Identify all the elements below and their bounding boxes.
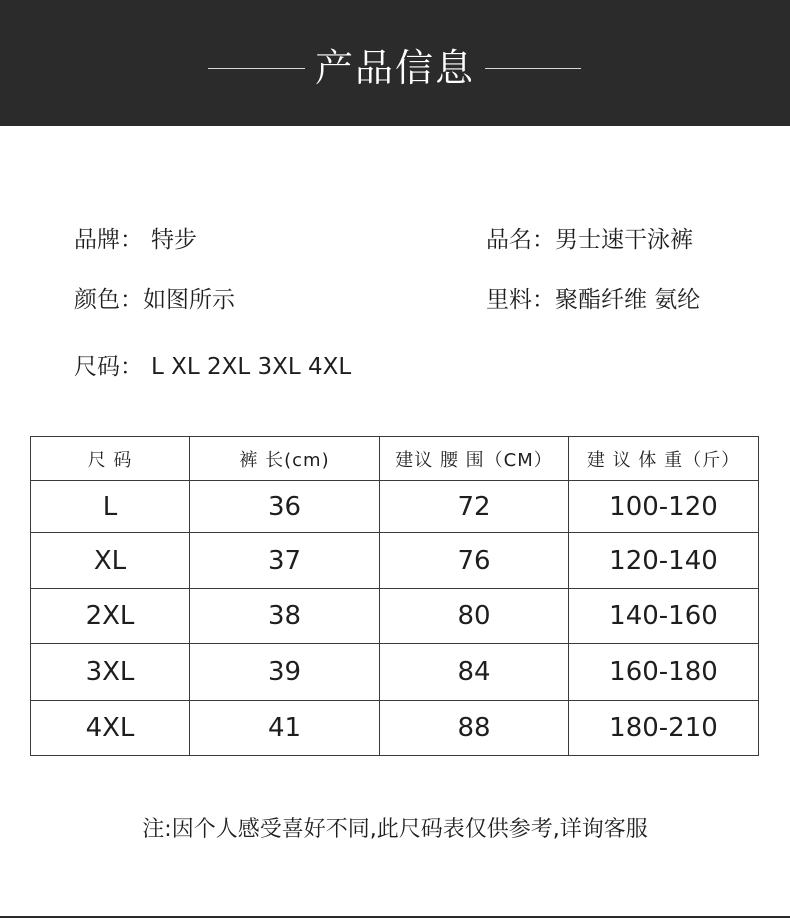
header-weight: 建 议 体 重（斤） [569, 437, 759, 481]
size-note: 注:因个人感受喜好不同,此尺码表仅供参考,详询客服 [142, 817, 648, 842]
cell-weight: 100-120 [569, 481, 759, 533]
header-waist: 建议 腰 围（CM） [380, 437, 569, 481]
material-label: 里料： [486, 287, 555, 313]
color-label: 颜色： [74, 287, 143, 313]
cell-waist: 88 [380, 701, 569, 756]
color-info [74, 284, 235, 316]
cell-waist: 80 [380, 589, 569, 644]
material-value: 聚酯纤维 氨纶 [555, 287, 701, 313]
cell-size: 2XL [31, 589, 190, 644]
table-row [31, 589, 759, 644]
cell-length: 37 [190, 533, 380, 589]
cell-length: 38 [190, 589, 380, 644]
sizes-info [74, 351, 351, 383]
cell-length: 41 [190, 701, 380, 756]
table-row [31, 533, 759, 589]
cell-size: 3XL [31, 644, 190, 701]
product-name-info [486, 224, 693, 256]
color-value: 如图所示 [143, 287, 235, 313]
page-title: 产品信息 [314, 46, 475, 90]
cell-size: 4XL [31, 701, 190, 756]
table-row [31, 701, 759, 756]
bottom-divider [0, 916, 790, 918]
table-header-row [31, 437, 759, 481]
cell-waist: 76 [380, 533, 569, 589]
cell-length: 39 [190, 644, 380, 701]
cell-weight: 160-180 [569, 644, 759, 701]
brand-label: 品牌： [74, 227, 143, 253]
table-row [31, 644, 759, 701]
sizes-label: 尺码： [74, 354, 143, 380]
cell-waist: 72 [380, 481, 569, 533]
table-row [31, 481, 759, 533]
brand-info [74, 224, 197, 256]
header-size: 尺 码 [31, 437, 190, 481]
brand-value: 特步 [151, 227, 197, 253]
cell-size: L [31, 481, 190, 533]
title-divider-right [485, 68, 581, 69]
product-name-label: 品名： [486, 227, 555, 253]
cell-waist: 84 [380, 644, 569, 701]
title-divider-left [208, 68, 305, 69]
cell-size: XL [31, 533, 190, 589]
size-chart-table [30, 436, 759, 756]
cell-weight: 120-140 [569, 533, 759, 589]
cell-weight: 180-210 [569, 701, 759, 756]
header-length: 裤 长(cm) [190, 437, 380, 481]
product-name-value: 男士速干泳裤 [555, 227, 693, 253]
material-info [486, 284, 700, 316]
cell-length: 36 [190, 481, 380, 533]
cell-weight: 140-160 [569, 589, 759, 644]
sizes-value: L XL 2XL 3XL 4XL [151, 354, 352, 380]
header-banner [0, 0, 790, 126]
